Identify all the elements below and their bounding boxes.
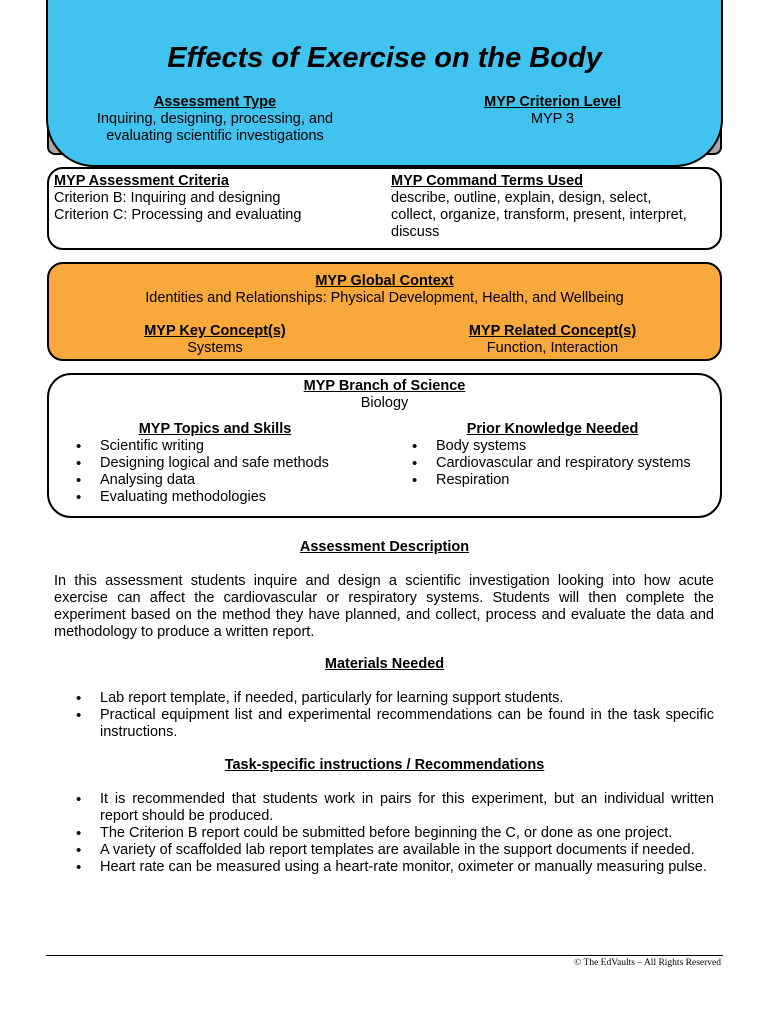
- instructions-heading-wrap: [47, 757, 722, 774]
- key-concept-value: Systems: [187, 340, 243, 356]
- topics-list: [54, 438, 384, 506]
- branch-value: Biology: [360, 395, 409, 411]
- related-concept-block: [420, 323, 685, 357]
- command-terms-line-3: discuss: [391, 224, 440, 240]
- branch-label: MYP Branch of Science: [303, 378, 466, 394]
- list-item: • Analysing data: [54, 472, 384, 489]
- assessment-type-line-1: Inquiring, designing, processing, and: [96, 111, 334, 127]
- list-item: • It is recommended that students work in pairs for this experiment, but an individual written report should be produced.: [54, 791, 714, 825]
- related-concept-label: MYP Related Concept(s): [468, 323, 637, 339]
- assessment-type-block: [80, 94, 350, 145]
- instructions-list: [54, 791, 714, 876]
- criterion-level-label: MYP Criterion Level: [484, 94, 621, 110]
- list-item: • Designing logical and safe methods: [54, 455, 384, 472]
- list-item: • Practical equipment list and experimental recommendations can be found in the task specific instructions.: [54, 707, 714, 741]
- command-terms-line-1: describe, outline, explain, design, select,: [391, 190, 652, 206]
- list-item: • Scientific writing: [54, 438, 384, 455]
- list-item: • Respiration: [390, 472, 720, 489]
- branch-block: [47, 378, 722, 412]
- materials-list: [54, 690, 714, 741]
- assessment-criteria-block: [54, 173, 374, 224]
- footer-copyright: © The EdVaults – All Rights Reserved: [574, 958, 721, 968]
- command-terms-block: [391, 173, 716, 241]
- topics-heading-wrap: [80, 421, 350, 438]
- prior-heading-wrap: [420, 421, 685, 438]
- global-context-value: Identities and Relationships: Physical Development, Health, and Wellbeing: [145, 290, 624, 306]
- criterion-b: Criterion B: Inquiring and designing: [54, 190, 281, 206]
- assessment-type-line-2: evaluating scientific investigations: [106, 128, 324, 144]
- global-context-label: MYP Global Context: [315, 273, 454, 289]
- list-item: • The Criterion B report could be submitted before beginning the C, or done as one project.: [54, 825, 714, 842]
- prior-label: Prior Knowledge Needed: [466, 421, 639, 437]
- list-item: • Heart rate can be measured using a heart-rate monitor, oximeter or manually measuring pulse.: [54, 859, 714, 876]
- description-heading-wrap: [47, 539, 722, 556]
- assessment-criteria-label: MYP Assessment Criteria: [54, 173, 229, 189]
- list-item: • Evaluating methodologies: [54, 489, 384, 506]
- command-terms-line-2: collect, organize, transform, present, interpret,: [391, 207, 687, 223]
- topics-label: MYP Topics and Skills: [138, 421, 292, 437]
- prior-list: [390, 438, 720, 489]
- list-item: • Body systems: [390, 438, 720, 455]
- materials-heading: Materials Needed: [324, 656, 445, 672]
- instructions-list-wrap: [54, 791, 714, 876]
- key-concept-block: [80, 323, 350, 357]
- criterion-level-value: MYP 3: [530, 111, 575, 127]
- page-title: Effects of Exercise on the Body: [167, 42, 602, 74]
- criterion-level-block: [420, 94, 685, 128]
- materials-heading-wrap: [47, 656, 722, 673]
- materials-list-wrap: [54, 690, 714, 741]
- list-item: • Cardiovascular and respiratory systems: [390, 455, 720, 472]
- global-context-block: [47, 273, 722, 307]
- instructions-heading: Task-specific instructions / Recommendations: [224, 757, 545, 773]
- prior-list-wrap: [390, 438, 720, 489]
- assessment-type-label: Assessment Type: [153, 94, 277, 110]
- key-concept-label: MYP Key Concept(s): [144, 323, 286, 339]
- topics-list-wrap: [54, 438, 384, 506]
- footer-divider: [46, 955, 723, 956]
- description-text: In this assessment students inquire and design a scientific investigation looking into how acute exercise can affect the cardiovascular or respiratory systems. Students will then complete the experiment based on the method they have planned, and collect, process and evaluate the data and methodology to produce a written report.: [54, 573, 714, 640]
- command-terms-label: MYP Command Terms Used: [391, 173, 584, 189]
- list-item: • Lab report template, if needed, particularly for learning support students.: [54, 690, 714, 707]
- related-concept-value: Function, Interaction: [486, 340, 619, 356]
- list-item: • A variety of scaffolded lab report templates are available in the support documents if needed.: [54, 842, 714, 859]
- description-heading: Assessment Description: [299, 539, 470, 555]
- criterion-c: Criterion C: Processing and evaluating: [54, 207, 302, 223]
